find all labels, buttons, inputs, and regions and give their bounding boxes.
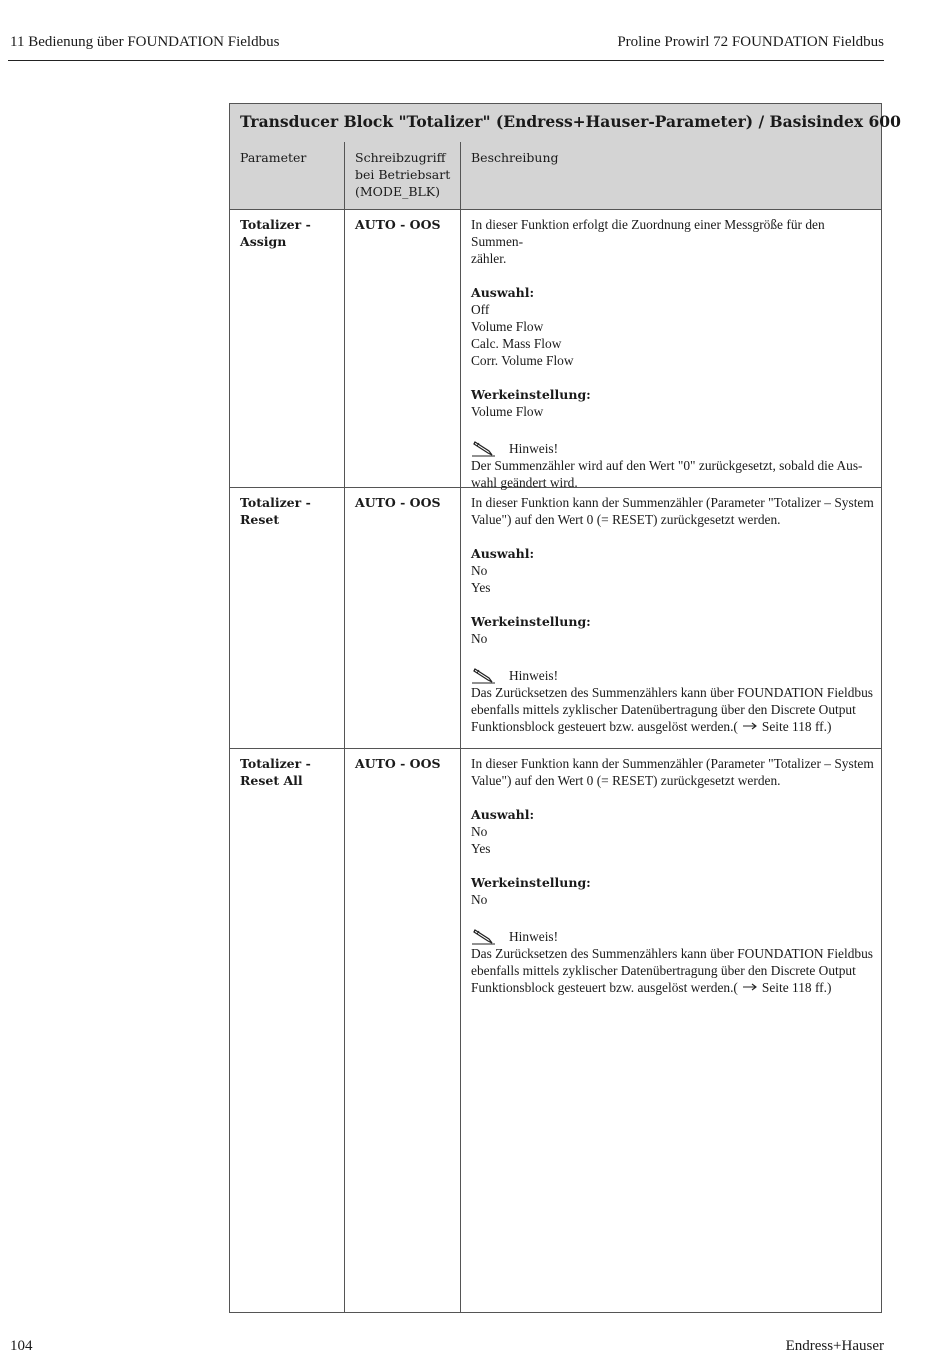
parameter-name-line: Reset All (240, 773, 303, 788)
page-reference: Seite 118 ff.) (761, 980, 832, 995)
table-title: Transducer Block "Totalizer" (Endress+Hauser-Parameter) / Basisindex 600 (240, 112, 901, 131)
choice-item: Volume Flow (471, 319, 544, 334)
note-heading (471, 440, 876, 457)
document-title: Proline Prowirl 72 FOUNDATION Fieldbus (617, 34, 884, 50)
page-number: 104 (10, 1338, 33, 1354)
description (471, 755, 876, 996)
description (471, 216, 876, 491)
choice-item: Off (471, 302, 490, 317)
column-header-description: Beschreibung (471, 150, 559, 165)
text-line: Value") auf den Wert 0 (= RESET) zurückgesetzt werden. (471, 512, 781, 527)
default-setting (471, 613, 876, 647)
text-line: In dieser Funktion erfolgt die Zuordnung einer Messgröße für den Summen- (471, 217, 825, 249)
column-header-access-line: bei Betriebsart (355, 167, 451, 182)
write-access: AUTO - OOS (355, 495, 441, 510)
choices-label: Auswahl: (471, 807, 535, 822)
parameter-name-line: Reset (240, 512, 280, 527)
text-line: Funktionsblock gesteuert bzw. ausgelöst werden.( (471, 719, 738, 734)
parameter-table (229, 103, 901, 1313)
note-label: Hinweis! (509, 668, 559, 683)
parameter-name-line: Assign (240, 234, 287, 249)
table-header (230, 104, 901, 210)
note-text (471, 945, 876, 996)
choices-label: Auswahl: (471, 546, 535, 561)
default-label: Werkeinstellung: (471, 387, 591, 402)
default-value: No (471, 892, 488, 907)
text-line: Value") auf den Wert 0 (= RESET) zurückgesetzt werden. (471, 773, 781, 788)
text-line: In dieser Funktion kann der Summenzähler (Parameter "Totalizer – System (471, 495, 874, 510)
page-reference: Seite 118 ff.) (761, 719, 832, 734)
choice-item: Yes (471, 841, 491, 856)
parameter-name-line: Totalizer - (240, 217, 311, 232)
column-header-access (355, 149, 450, 200)
pencil-icon (471, 928, 497, 945)
column-header-access-line: Schreibzugriff (355, 150, 446, 165)
column-header-access-line: (MODE_BLK) (355, 184, 441, 199)
parameter-name-line: Totalizer - (240, 756, 311, 771)
note-text (471, 457, 876, 491)
column-header-parameter: Parameter (240, 150, 307, 165)
choice-item: No (471, 563, 488, 578)
choice-item: Corr. Volume Flow (471, 353, 574, 368)
description (471, 494, 876, 735)
note-label: Hinweis! (509, 929, 559, 944)
description-intro (471, 216, 876, 267)
note-text (471, 684, 876, 735)
choices-label: Auswahl: (471, 285, 535, 300)
text-line: Funktionsblock gesteuert bzw. ausgelöst werden.( (471, 980, 738, 995)
page-header (8, 28, 884, 61)
brand-name: Endress+Hauser (785, 1338, 884, 1354)
text-line: In dieser Funktion kann der Summenzähler (Parameter "Totalizer – System (471, 756, 874, 771)
chapter-title: 11 Bedienung über FOUNDATION Fieldbus (10, 34, 280, 50)
parameter-name (240, 494, 340, 528)
default-label: Werkeinstellung: (471, 614, 591, 629)
choice-item: Calc. Mass Flow (471, 336, 562, 351)
default-value: Volume Flow (471, 404, 544, 419)
description-intro (471, 494, 876, 528)
note-label: Hinweis! (509, 441, 559, 456)
default-label: Werkeinstellung: (471, 875, 591, 890)
write-access: AUTO - OOS (355, 756, 441, 771)
choice-item: No (471, 824, 488, 839)
text-line: wahl geändert wird. (471, 475, 578, 490)
choices (471, 545, 876, 596)
note-heading (471, 667, 876, 684)
pencil-icon (471, 667, 497, 684)
table-row (230, 487, 881, 749)
table-row (230, 209, 881, 488)
text-line: Das Zurücksetzen des Summenzählers kann über FOUNDATION Fieldbus (471, 946, 874, 961)
default-setting (471, 874, 876, 908)
default-setting (471, 386, 876, 420)
parameter-name (240, 216, 340, 250)
parameter-name-line: Totalizer - (240, 495, 311, 510)
arrow-right-icon (742, 721, 758, 731)
text-line: ebenfalls mittels zyklischer Datenübertragung über den Discrete Output (471, 963, 856, 978)
text-line: ebenfalls mittels zyklischer Datenübertragung über den Discrete Output (471, 702, 856, 717)
default-value: No (471, 631, 488, 646)
text-line: zähler. (471, 251, 507, 266)
write-access: AUTO - OOS (355, 217, 441, 232)
text-line: Das Zurücksetzen des Summenzählers kann über FOUNDATION Fieldbus (471, 685, 874, 700)
text-line: Der Summenzähler wird auf den Wert "0" zurückgesetzt, sobald die Aus- (471, 458, 863, 473)
arrow-right-icon (742, 982, 758, 992)
table-row (230, 748, 881, 1312)
choice-item: Yes (471, 580, 491, 595)
choices (471, 284, 876, 369)
note-heading (471, 928, 876, 945)
pencil-icon (471, 440, 497, 457)
parameter-name (240, 755, 340, 789)
choices (471, 806, 876, 857)
description-intro (471, 755, 876, 789)
